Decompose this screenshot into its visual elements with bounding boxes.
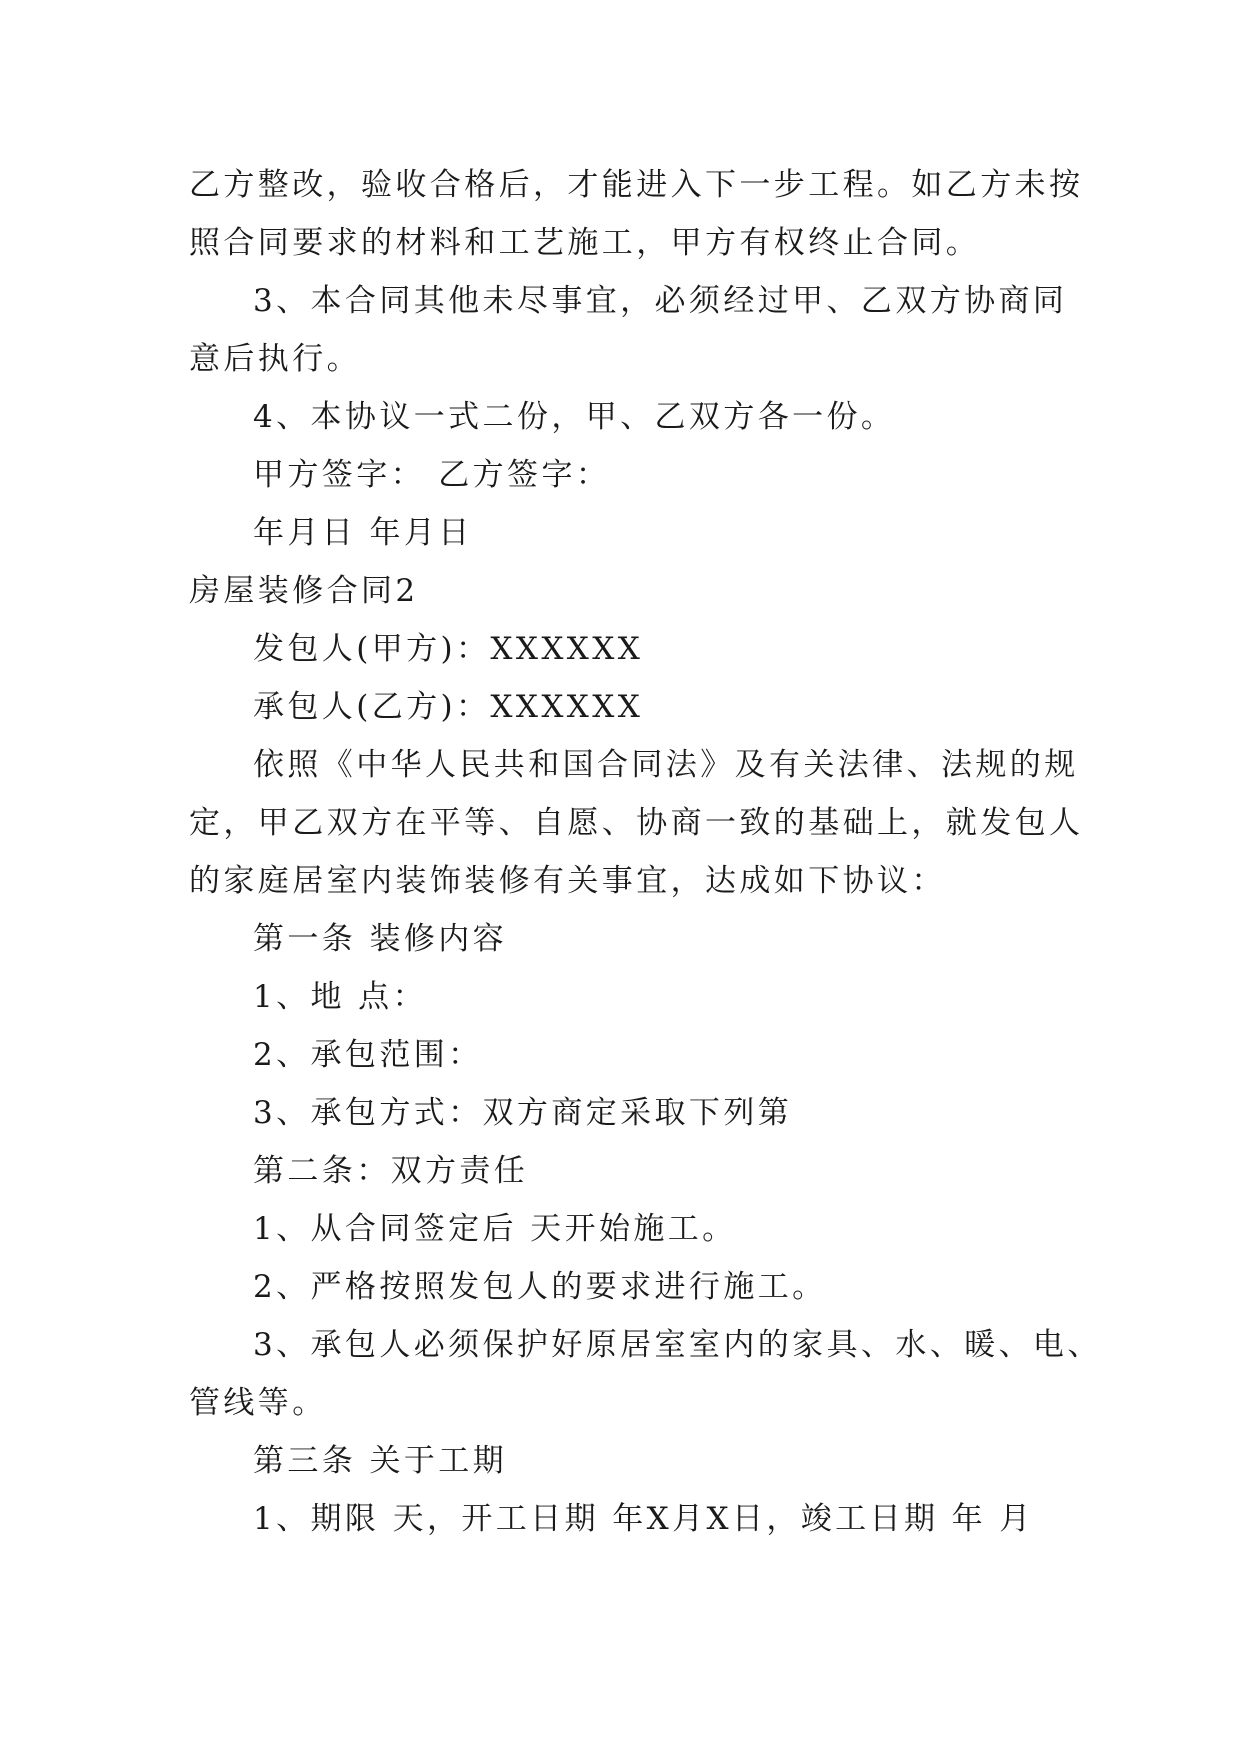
paragraph-line: 1、期限 天，开工日期 年X月X日，竣工日期 年 月: [253, 1501, 1034, 1537]
paragraph-line: 乙方整改，验收合格后，才能进入下一步工程。如乙方未按: [189, 167, 1084, 203]
article-heading: 第二条：双方责任: [253, 1153, 529, 1189]
party-line: 发包人(甲方)：XXXXXX: [253, 631, 644, 667]
paragraph-line: 照合同要求的材料和工艺施工，甲方有权终止合同。: [189, 225, 981, 261]
paragraph-line: 3、承包人必须保护好原居室室内的家具、水、暖、电、: [253, 1327, 1102, 1363]
paragraph-line: 2、严格按照发包人的要求进行施工。: [253, 1269, 827, 1305]
paragraph-line: 4、本协议一式二份，甲、乙双方各一份。: [253, 399, 896, 435]
article-heading: 第三条 关于工期: [253, 1443, 508, 1479]
paragraph-line: 3、本合同其他未尽事宜，必须经过甲、乙双方协商同: [253, 283, 1068, 319]
section-title: 房屋装修合同2: [189, 573, 419, 609]
paragraph-line: 管线等。: [189, 1385, 327, 1421]
paragraph-line: 2、承包范围：: [253, 1037, 483, 1073]
party-line: 承包人(乙方)：XXXXXX: [253, 689, 644, 725]
signature-line: 甲方签字： 乙方签字：: [253, 457, 611, 493]
paragraph-line: 1、从合同签定后 天开始施工。: [253, 1211, 737, 1247]
article-heading: 第一条 装修内容: [253, 921, 508, 957]
paragraph-line: 1、地 点：: [253, 979, 427, 1015]
paragraph-line: 依照《中华人民共和国合同法》及有关法律、法规的规: [253, 747, 1079, 783]
paragraph-line: 定，甲乙双方在平等、自愿、协商一致的基础上，就发包人: [189, 805, 1084, 841]
paragraph-line: 意后执行。: [189, 341, 361, 377]
paragraph-line: 的家庭居室内装饰装修有关事宜，达成如下协议：: [189, 863, 946, 899]
paragraph-line: 3、承包方式：双方商定采取下列第: [253, 1095, 793, 1131]
date-line: 年月日 年月日: [253, 515, 473, 551]
